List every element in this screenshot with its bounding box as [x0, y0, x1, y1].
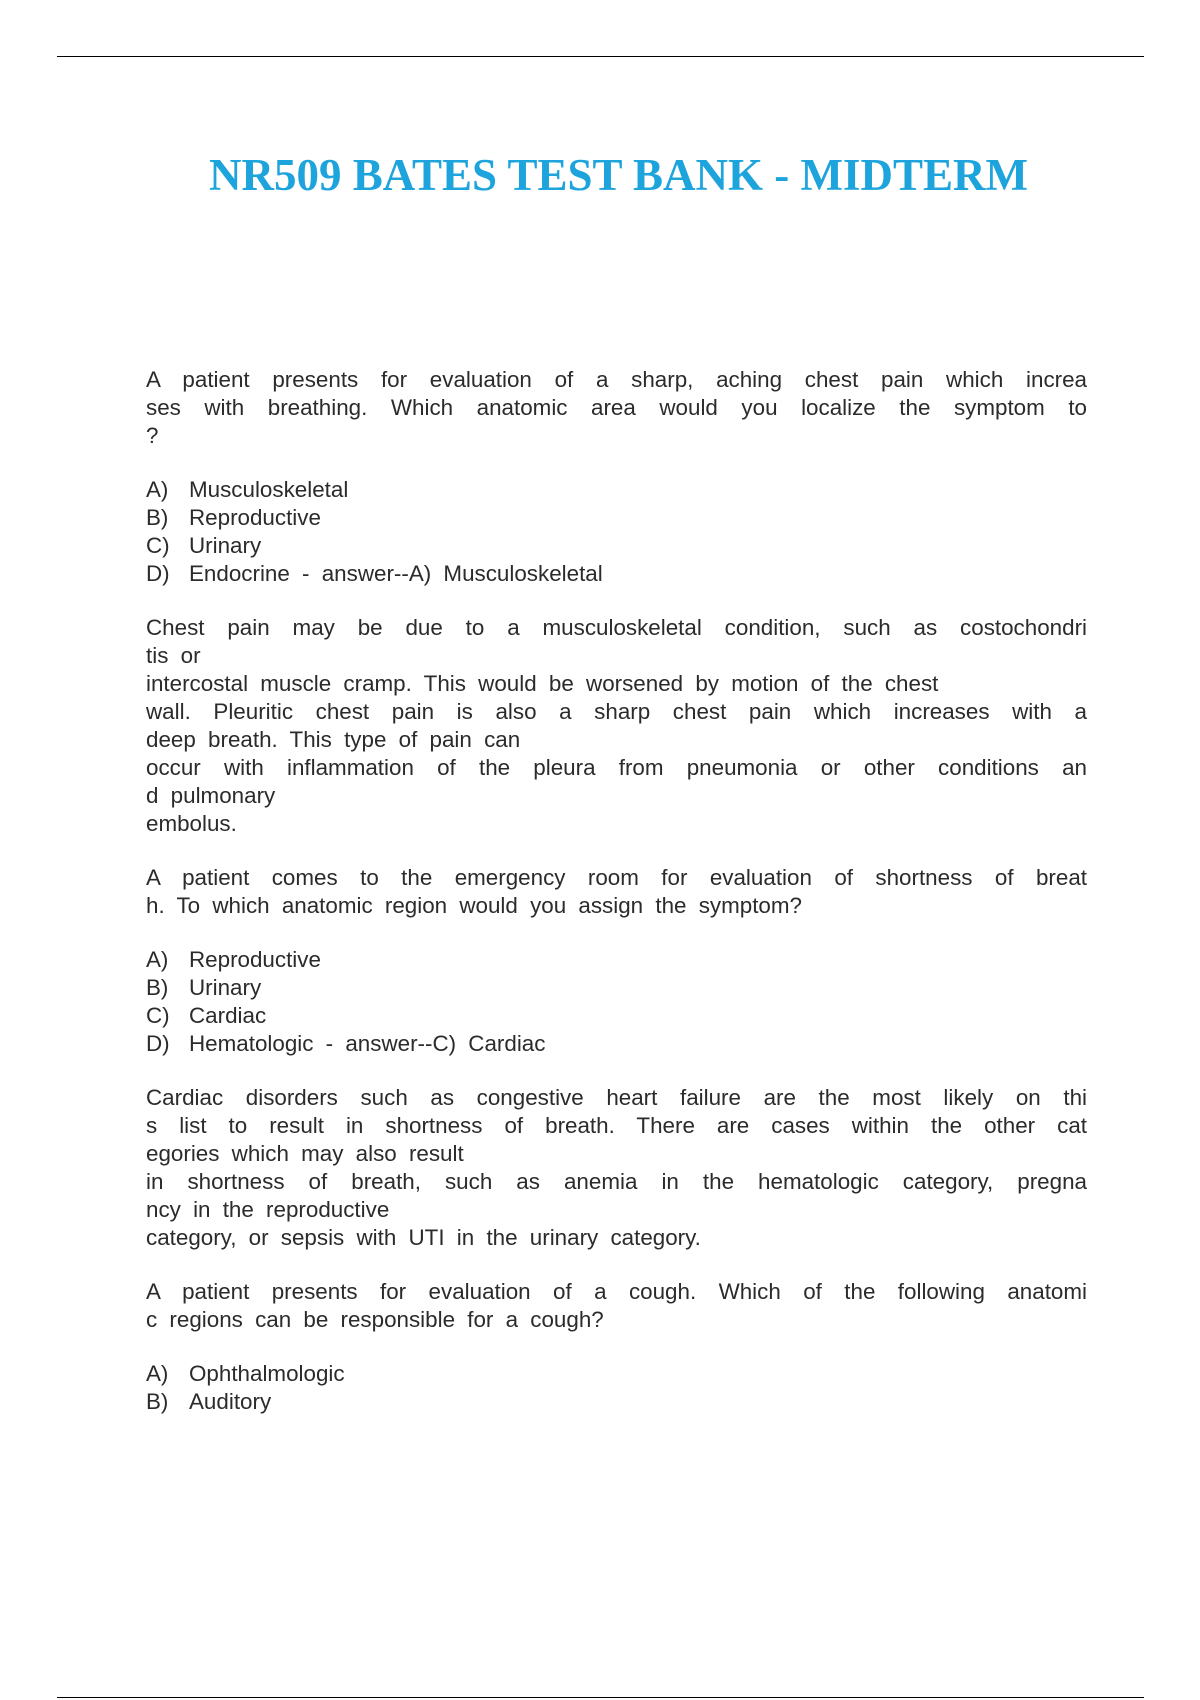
question-3-options: [146, 1360, 1087, 1416]
option-item: [146, 946, 1087, 974]
option-item: [146, 476, 1087, 504]
question-2-stem: [146, 864, 1087, 920]
option-text: Reproductive: [189, 505, 321, 530]
option-text: Musculoskeletal: [189, 477, 349, 502]
option-text: Urinary: [189, 533, 262, 558]
option-text: Endocrine - answer--A) Musculoskeletal: [189, 561, 603, 586]
text-line: intercostal muscle cramp. This would be worsened by motion of the chest: [146, 671, 939, 696]
option-item: [146, 1388, 1087, 1416]
text-line: A patient presents for evaluation of a sharp, aching chest pain which increa: [146, 367, 1087, 392]
question-2-explanation: [146, 1084, 1087, 1252]
top-rule: [57, 56, 1144, 57]
text-line: in shortness of breath, such as anemia in the hematologic category, pregna: [146, 1169, 1087, 1194]
text-line: deep breath. This type of pain can: [146, 727, 521, 752]
option-item: [146, 532, 1087, 560]
option-letter: A): [146, 947, 169, 972]
option-item: [146, 974, 1087, 1002]
option-item: [146, 1030, 1087, 1058]
text-line: category, or sepsis with UTI in the urinary category.: [146, 1225, 701, 1250]
option-item: [146, 560, 1087, 588]
text-line: d pulmonary: [146, 783, 276, 808]
option-letter: D): [146, 561, 170, 586]
option-letter: C): [146, 1003, 170, 1028]
question-1-explanation: [146, 614, 1087, 838]
option-item: [146, 504, 1087, 532]
option-letter: C): [146, 533, 170, 558]
text-line: ses with breathing. Which anatomic area would you localize the symptom to: [146, 395, 1087, 420]
option-text: Cardiac: [189, 1003, 267, 1028]
text-line: tis or: [146, 643, 201, 668]
option-letter: D): [146, 1031, 170, 1056]
option-text: Auditory: [189, 1389, 272, 1414]
text-line: occur with inflammation of the pleura from pneumonia or other conditions an: [146, 755, 1087, 780]
text-line: A patient presents for evaluation of a cough. Which of the following anatomi: [146, 1279, 1087, 1304]
text-line: ?: [146, 423, 159, 448]
option-letter: B): [146, 975, 169, 1000]
question-3-stem: [146, 1278, 1087, 1334]
option-item: [146, 1002, 1087, 1030]
text-line: Chest pain may be due to a musculoskeletal condition, such as costochondri: [146, 615, 1087, 640]
document-title: NR509 BATES TEST BANK - MIDTERM: [209, 150, 1028, 200]
text-line: egories which may also result: [146, 1141, 464, 1166]
bottom-rule: [57, 1697, 1144, 1698]
option-text: Hematologic - answer--C) Cardiac: [189, 1031, 546, 1056]
option-text: Urinary: [189, 975, 262, 1000]
option-item: [146, 1360, 1087, 1388]
option-text: Ophthalmologic: [189, 1361, 345, 1386]
text-line: s list to result in shortness of breath. There are cases within the other cat: [146, 1113, 1087, 1138]
question-2-options: [146, 946, 1087, 1058]
option-letter: A): [146, 1361, 169, 1386]
text-line: Cardiac disorders such as congestive heart failure are the most likely on thi: [146, 1085, 1087, 1110]
option-letter: B): [146, 1389, 169, 1414]
text-line: h. To which anatomic region would you assign the symptom?: [146, 893, 802, 918]
option-letter: A): [146, 477, 169, 502]
text-line: ncy in the reproductive: [146, 1197, 390, 1222]
text-line: A patient comes to the emergency room for evaluation of shortness of breat: [146, 865, 1087, 890]
question-1-options: [146, 476, 1087, 588]
option-letter: B): [146, 505, 169, 530]
question-1-stem: [146, 366, 1087, 450]
text-line: embolus.: [146, 811, 237, 836]
text-line: wall. Pleuritic chest pain is also a sharp chest pain which increases with a: [146, 699, 1087, 724]
text-line: c regions can be responsible for a cough?: [146, 1307, 604, 1332]
document-body: [146, 366, 1087, 1442]
option-text: Reproductive: [189, 947, 321, 972]
